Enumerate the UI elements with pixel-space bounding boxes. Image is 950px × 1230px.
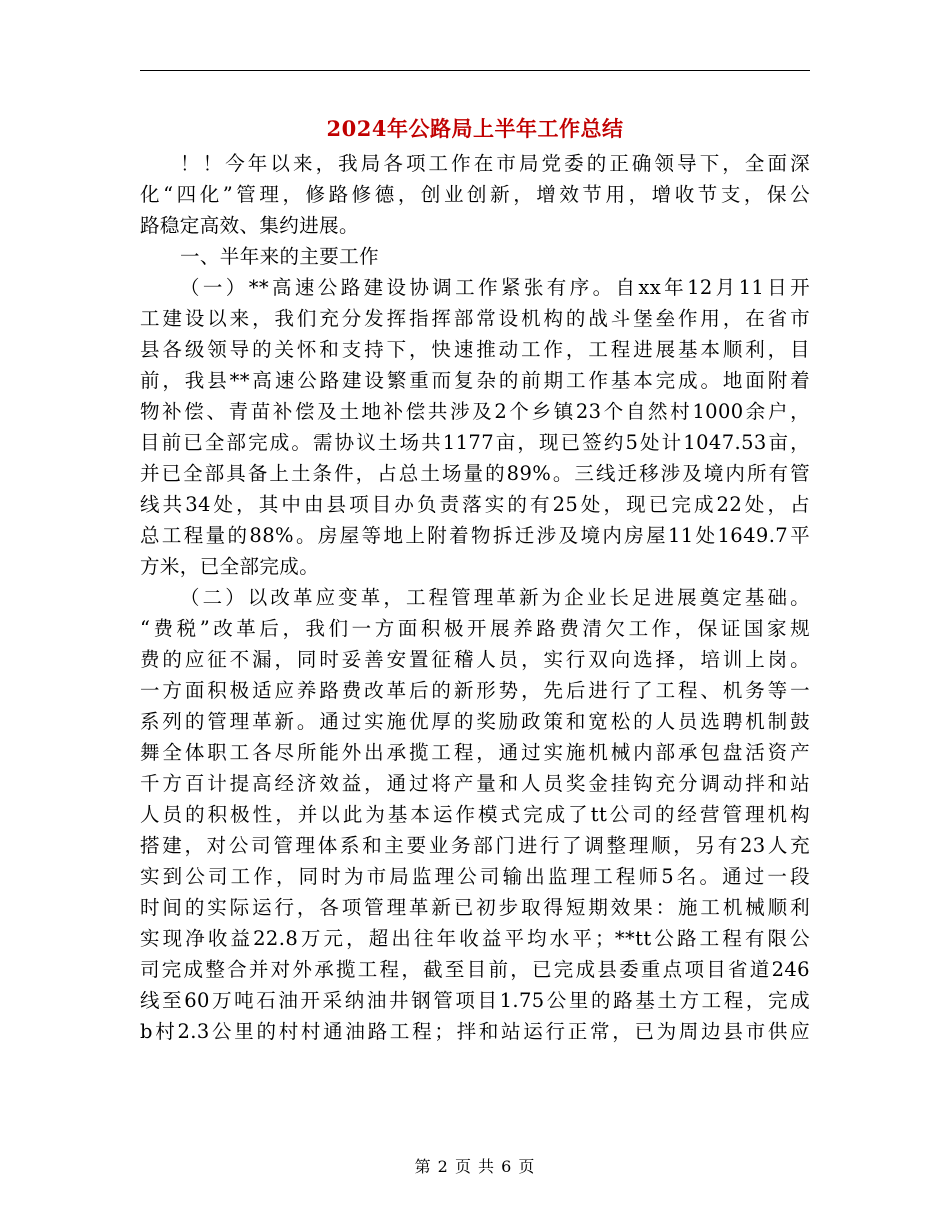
paragraph-line: 方米，已全部完成。 bbox=[140, 555, 320, 578]
paragraph-line: 线共34处，其中由县项目办负责落实的有25处，现已完成22处，占 bbox=[140, 493, 810, 516]
document-body bbox=[140, 148, 810, 1047]
paragraph-line: 一方面积极适应养路费改革后的新形势，先后进行了工程、机务等一 bbox=[140, 679, 810, 702]
paragraph-line: 物补偿、青苗补偿及土地补偿共涉及2个乡镇23个自然村1000余户， bbox=[140, 400, 810, 423]
document-title: 2024年公路局上半年工作总结 bbox=[326, 116, 624, 141]
paragraph-line: （二）以改革应变革，工程管理革新为企业长足进展奠定基础。 bbox=[180, 586, 810, 609]
paragraph-line: 工建设以来，我们充分发挥指挥部常设机构的战斗堡垒作用，在省市 bbox=[140, 307, 810, 330]
paragraph-line: 系列的管理革新。通过实施优厚的奖励政策和宽松的人员选聘机制鼓 bbox=[140, 710, 810, 733]
paragraph-line: 目前已全部完成。需协议土场共1177亩，现已签约5处计1047.53亩， bbox=[140, 431, 810, 454]
paragraph-line: 费的应征不漏，同时妥善安置征稽人员，实行双向选择，培训上岗。 bbox=[140, 648, 810, 671]
paragraph-line: 舞全体职工各尽所能外出承揽工程，通过实施机械内部承包盘活资产 bbox=[140, 741, 810, 764]
paragraph-line: 总工程量的88%。房屋等地上附着物拆迁涉及境内房屋11处1649.7平 bbox=[140, 524, 810, 547]
paragraph-line: 实到公司工作，同时为市局监理公司输出监理工程师5名。通过一段 bbox=[140, 865, 810, 888]
paragraph-line: “费税”改革后，我们一方面积极开展养路费清欠工作，保证国家规 bbox=[140, 617, 810, 640]
paragraph-line: 千方百计提高经济效益，通过将产量和人员奖金挂钩充分调动拌和站 bbox=[140, 772, 810, 795]
section-heading: 一、半年来的主要工作 bbox=[180, 245, 380, 268]
paragraph-line: b村2.3公里的村村通油路工程；拌和站运行正常，已为周边县市供应 bbox=[140, 1020, 810, 1043]
paragraph-line: （一）**高速公路建设协调工作紧张有序。自xx年12月11日开 bbox=[180, 276, 810, 299]
paragraph-line: 化“四化”管理，修路修德，创业创新，增效节用，增收节支，保公 bbox=[140, 183, 810, 206]
paragraph-line: ！！今年以来，我局各项工作在市局党委的正确领导下，全面深 bbox=[180, 152, 810, 175]
header-rule bbox=[140, 70, 810, 71]
paragraph-line: 前，我县**高速公路建设繁重而复杂的前期工作基本完成。地面附着 bbox=[140, 369, 810, 392]
page-number: 第 2 页 共 6 页 bbox=[414, 1157, 536, 1176]
paragraph-line: 搭建，对公司管理体系和主要业务部门进行了调整理顺，另有23人充 bbox=[140, 834, 810, 857]
paragraph-line: 实现净收益22.8万元，超出往年收益平均水平；**tt公路工程有限公 bbox=[140, 927, 810, 950]
paragraph-line: 线至60万吨石油开采纳油井钢管项目1.75公里的路基土方工程，完成 bbox=[140, 989, 810, 1012]
paragraph-line: 路稳定高效、集约进展。 bbox=[140, 214, 359, 237]
paragraph-line: 县各级领导的关怀和支持下，快速推动工作，工程进展基本顺利，目 bbox=[140, 338, 810, 361]
paragraph-line: 人员的积极性，并以此为基本运作模式完成了tt公司的经营管理机构 bbox=[140, 803, 810, 826]
paragraph-line: 时间的实际运行，各项管理革新已初步取得短期效果：施工机械顺利 bbox=[140, 896, 810, 919]
paragraph-line: 司完成整合并对外承揽工程，截至目前，已完成县委重点项目省道246 bbox=[140, 958, 810, 981]
paragraph-line: 并已全部具备上土条件，占总土场量的89%。三线迁移涉及境内所有管 bbox=[140, 462, 810, 485]
